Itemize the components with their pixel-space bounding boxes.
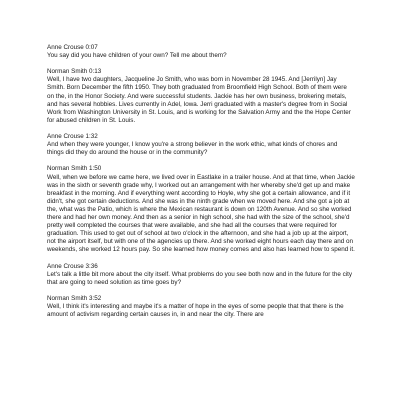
utterance-text: Well, I think it's interesting and maybe it's a matter of hope in the eyes of some people that that there is the amount of activism regarding certain causes in, in and near the city. There are (47, 303, 344, 319)
utterance-text: Well, when we before we came here, we lived over in Eastlake in a trailer house. And at that time, when Jackie was in the sixth or seventh grade why, I worked out an arrangement with her whereby she'd get up and make breakfast in the morning. And if everything went according to Hoyle, why she got a certain allowance, and if it didn't, she got certain deductions. And she was in the ninth grade when we moved here. And she got a job at the, what was the Patio, which is where the Mexican restaurant is down on 120th Avenue. And so she worked there and had her own money. And then as a senior in high school, she had with the size of the school, she'd pretty well completed the courses that were available, and she had all the courses that were required for graduation. This used to get out of school at two o'clock in the afternoon, and she had a job up at the airport, not the airport itself, but with one of the agencies up there. And she worked eight hours each day there and on weekends, she worked 12 hours pay. So she learned how money comes and also has learned how to spend it. (47, 173, 355, 254)
speaker-timestamp: Anne Crouse 1:32 (47, 133, 98, 141)
speaker-timestamp: Anne Crouse 3:36 (47, 262, 98, 270)
transcript-entry (47, 44, 355, 60)
utterance-text: You say did you have children of your own? Tell me about them? (47, 52, 227, 60)
transcript-page (47, 44, 355, 327)
transcript-entry (47, 165, 355, 254)
speaker-timestamp: Norman Smith 0:13 (47, 68, 102, 76)
speaker-timestamp: Norman Smith 1:50 (47, 165, 102, 173)
utterance-text: Let's talk a little bit more about the city itself. What problems do you see both now and in the future for the city that are going to need solution as time goes by? (47, 270, 353, 286)
transcript-entry (47, 68, 355, 125)
transcript-entry (47, 295, 355, 319)
utterance-text: And when they were younger, I know you're a strong believer in the work ethic, what kinds of chores and things did they do around the house or in the community? (47, 141, 338, 157)
speaker-timestamp: Norman Smith 3:52 (47, 294, 102, 302)
transcript-entry (47, 133, 355, 157)
speaker-timestamp: Anne Crouse 0:07 (47, 44, 98, 51)
transcript-entry (47, 263, 355, 287)
utterance-text: Well, I have two daughters, Jacqueline Jo Smith, who was born in November 28 1945. And [Jerrilyn] Jay Smith. Born December the fifth 1950. They both graduated from Broomfield High School. Both of them were on the, in the Honor Society. And were successful students. Jackie has her own business, brokering metals, and has several hobbies. Lives currently in Adel, Iowa. Jerri graduated with a master's degree from in Social Work from Washington University in St. Louis, and is working for the Salvation Army and the the Hope Center for abused children in St. Louis. (47, 76, 351, 124)
